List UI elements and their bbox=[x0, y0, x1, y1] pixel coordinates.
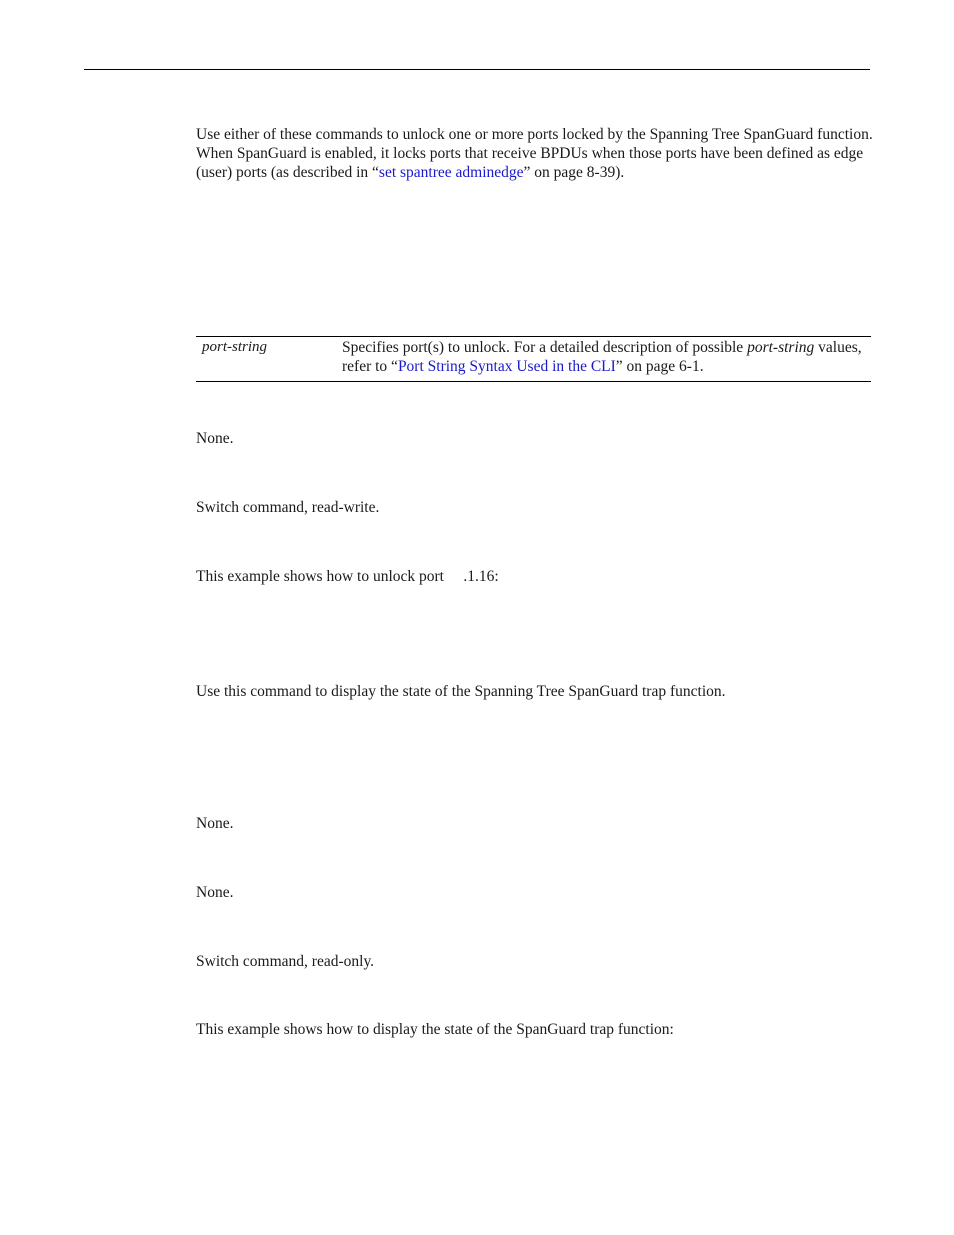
trap-example: This example shows how to display the state of the SpanGuard trap function: bbox=[196, 1021, 674, 1038]
unlock-description-text-b: ” on page 8-39). bbox=[523, 164, 625, 181]
param-desc-text-b: values, refer to “ bbox=[342, 339, 862, 375]
param-name: port-string bbox=[202, 339, 268, 355]
param-desc-text-a: Specifies port(s) to unlock. For a detailed description of possible bbox=[342, 339, 748, 356]
port-string-syntax-link[interactable]: Port String Syntax Used in the CLI bbox=[397, 358, 616, 375]
trap-defaults: None. bbox=[196, 884, 234, 901]
unlock-description-text-a: Use either of these commands to unlock one or more ports locked by the Spanning Tree SpanGuard function. When SpanGuard is enabled, it locks ports that receive BPDUs when those ports have been defined as edge (user) ports (as described in “ bbox=[196, 126, 873, 181]
trap-description: Use this command to display the state of the Spanning Tree SpanGuard trap function. bbox=[196, 683, 726, 700]
trap-mode: Switch command, read-only. bbox=[196, 953, 375, 970]
adminedge-link[interactable]: set spantree adminedge bbox=[378, 164, 524, 181]
trap-parameters: None. bbox=[196, 815, 234, 832]
header-rule bbox=[84, 69, 870, 70]
param-desc-text-c: ” on page 6-1. bbox=[615, 358, 704, 375]
param-desc-italic: port-string bbox=[747, 339, 815, 356]
param-description bbox=[342, 338, 867, 376]
unlock-description bbox=[196, 125, 876, 182]
unlock-example: This example shows how to unlock port .1.16: bbox=[196, 568, 499, 585]
unlock-defaults: None. bbox=[196, 430, 234, 447]
unlock-mode: Switch command, read-write. bbox=[196, 499, 380, 516]
parameter-table bbox=[196, 336, 871, 382]
